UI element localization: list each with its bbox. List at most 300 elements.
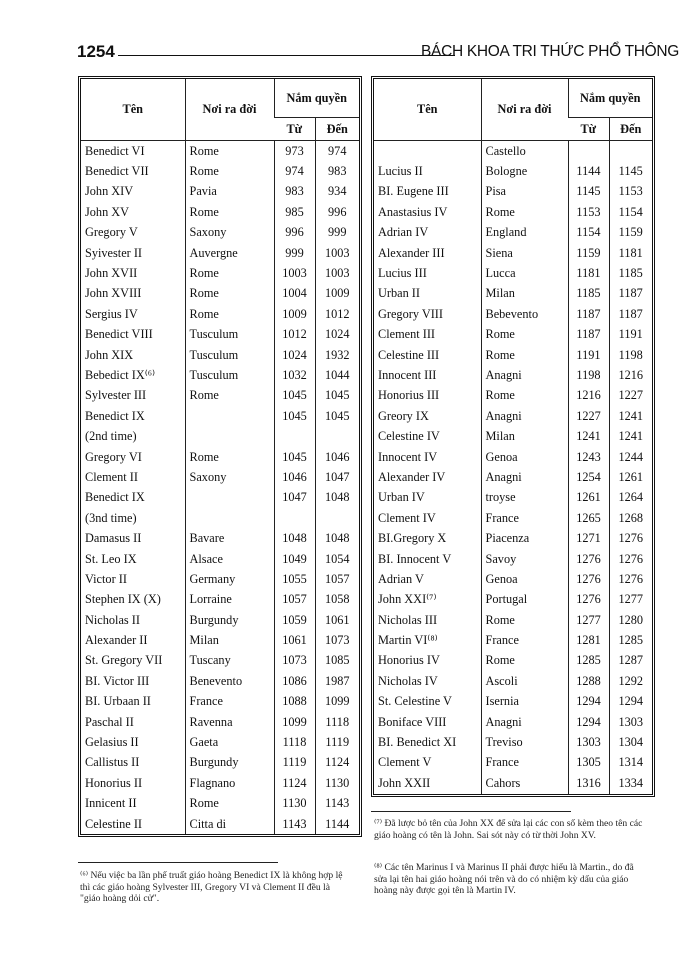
table-row xyxy=(81,284,359,304)
cell-to: 1187 xyxy=(609,284,652,304)
cell-name: Alexander II xyxy=(85,633,148,648)
cell-to: 1304 xyxy=(609,732,652,752)
cell-name: Urban II xyxy=(378,286,420,301)
cell-birthplace: Anagni xyxy=(481,406,568,426)
table-row xyxy=(374,182,652,202)
cell-to: 1159 xyxy=(609,223,652,243)
cell-to: 1244 xyxy=(609,447,652,467)
cell-name: Honorius III xyxy=(378,388,440,403)
table-row xyxy=(374,610,652,630)
cell-to: 1154 xyxy=(609,202,652,222)
cell-to: 1009 xyxy=(315,284,359,304)
cell-to: 1181 xyxy=(609,243,652,263)
cell-to: 1292 xyxy=(609,671,652,691)
cell-birthplace: Anagni xyxy=(481,365,568,385)
table-row xyxy=(81,141,359,162)
table-row xyxy=(374,528,652,548)
cell-name: John XVII xyxy=(85,266,138,281)
table-row xyxy=(374,325,652,345)
cell-from: 1099 xyxy=(274,712,315,732)
cell-to: 1061 xyxy=(315,610,359,630)
cell-to: 1294 xyxy=(609,692,652,712)
cell-name: Alexander IV xyxy=(378,469,446,484)
col-header-years: Nắm quyền xyxy=(274,79,359,118)
cell-from: 1276 xyxy=(568,549,609,569)
cell-name: Urban IV xyxy=(378,490,425,505)
table-row xyxy=(81,325,359,345)
cell-to: 1276 xyxy=(609,549,652,569)
cell-birthplace: Tusculum xyxy=(185,345,274,365)
cell-birthplace: Rome xyxy=(481,386,568,406)
cell-from: 1045 xyxy=(274,406,315,426)
cell-from: 1216 xyxy=(568,386,609,406)
cell-birthplace: Tusculum xyxy=(185,325,274,345)
cell-to: 1118 xyxy=(315,712,359,732)
cell-name: Adrian V xyxy=(378,571,424,586)
table-row xyxy=(81,692,359,712)
cell-to: 1047 xyxy=(315,467,359,487)
cell-to: 934 xyxy=(315,182,359,202)
cell-name: Celestine IV xyxy=(378,429,440,444)
cell-from: 1276 xyxy=(568,569,609,589)
cell-from: 1187 xyxy=(568,304,609,324)
cell-to: 1119 xyxy=(315,732,359,752)
cell-to: 1045 xyxy=(315,406,359,426)
cell-name: Victor II xyxy=(85,571,127,586)
cell-to: 1073 xyxy=(315,630,359,650)
table-row xyxy=(374,365,652,385)
cell-name: John XV xyxy=(85,204,130,219)
table-row xyxy=(81,528,359,548)
cell-name: Sergius IV xyxy=(85,306,138,321)
cell-from: 1227 xyxy=(568,406,609,426)
header-rule xyxy=(118,55,455,56)
cell-birthplace: Pavia xyxy=(185,182,274,202)
cell-birthplace: Tuscany xyxy=(185,651,274,671)
cell-to: 1241 xyxy=(609,406,652,426)
cell-birthplace: Ascoli xyxy=(481,671,568,691)
cell-name: Anastasius IV xyxy=(378,204,448,219)
table-row xyxy=(81,814,359,834)
cell-from: 1143 xyxy=(274,814,315,834)
cell-name: Clement IV xyxy=(378,510,436,525)
cell-to xyxy=(315,426,359,446)
cell-birthplace xyxy=(185,508,274,528)
cell-from: 1271 xyxy=(568,528,609,548)
table-row xyxy=(81,182,359,202)
table-row xyxy=(374,426,652,446)
cell-name: Clement II xyxy=(85,469,138,484)
cell-to: 983 xyxy=(315,161,359,181)
cell-name: BI.Gregory X xyxy=(378,531,447,546)
cell-from: 1305 xyxy=(568,753,609,773)
cell-to: 1261 xyxy=(609,467,652,487)
table-row xyxy=(374,508,652,528)
cell-to: 1085 xyxy=(315,651,359,671)
cell-birthplace: Bologne xyxy=(481,161,568,181)
cell-from: 1088 xyxy=(274,692,315,712)
cell-name: Benedict VI xyxy=(85,143,145,158)
cell-birthplace: Tusculum xyxy=(185,365,274,385)
cell-name: Alexander III xyxy=(378,245,445,260)
table-row xyxy=(374,692,652,712)
table-row xyxy=(374,202,652,222)
cell-from: 1059 xyxy=(274,610,315,630)
cell-from: 1181 xyxy=(568,263,609,283)
table-row xyxy=(81,732,359,752)
cell-birthplace: Bebevento xyxy=(481,304,568,324)
cell-from: 1073 xyxy=(274,651,315,671)
cell-birthplace: Benevento xyxy=(185,671,274,691)
cell-from: 1153 xyxy=(568,202,609,222)
table-row xyxy=(374,732,652,752)
cell-birthplace: Isernia xyxy=(481,692,568,712)
cell-from: 1004 xyxy=(274,284,315,304)
cell-from: 1243 xyxy=(568,447,609,467)
table-row xyxy=(374,447,652,467)
table-row xyxy=(81,508,359,528)
table-row xyxy=(81,569,359,589)
cell-to: 1987 xyxy=(315,671,359,691)
table-row xyxy=(374,161,652,181)
table-row xyxy=(374,284,652,304)
cell-birthplace: Flagnano xyxy=(185,773,274,793)
cell-to: 1277 xyxy=(609,590,652,610)
cell-to: 1003 xyxy=(315,263,359,283)
cell-name: Honorius IV xyxy=(378,653,440,668)
table-row xyxy=(374,304,652,324)
cell-from: 1281 xyxy=(568,630,609,650)
table-row xyxy=(374,569,652,589)
col-header-birthplace: Nơi ra đời xyxy=(481,79,568,141)
cell-to: 1143 xyxy=(315,794,359,814)
table-row xyxy=(81,467,359,487)
table-row xyxy=(81,263,359,283)
cell-name: Gregory VIII xyxy=(378,306,443,321)
cell-to: 1314 xyxy=(609,753,652,773)
cell-name: Stephen IX (X) xyxy=(85,592,161,607)
cell-name: BI. Innocent V xyxy=(378,551,452,566)
cell-to: 1334 xyxy=(609,773,652,793)
table-row xyxy=(81,630,359,650)
cell-birthplace: Rome xyxy=(185,202,274,222)
table-row xyxy=(81,304,359,324)
cell-birthplace xyxy=(185,406,274,426)
cell-from: 996 xyxy=(274,223,315,243)
cell-to: 1057 xyxy=(315,569,359,589)
cell-name: Benedict VII xyxy=(85,164,149,179)
cell-to: 1099 xyxy=(315,692,359,712)
cell-to: 1012 xyxy=(315,304,359,324)
col-header-from: Từ xyxy=(568,118,609,141)
page-number: 1254 xyxy=(77,42,115,61)
cell-birthplace: Rome xyxy=(185,141,274,162)
cell-from: 1046 xyxy=(274,467,315,487)
cell-to: 1003 xyxy=(315,243,359,263)
cell-birthplace: Milan xyxy=(185,630,274,650)
cell-name: John XVIII xyxy=(85,286,142,301)
cell-birthplace: Cahors xyxy=(481,773,568,793)
cell-birthplace: Burgundy xyxy=(185,610,274,630)
cell-to: 1287 xyxy=(609,651,652,671)
cell-from: 1049 xyxy=(274,549,315,569)
table-row xyxy=(374,488,652,508)
col-header-name: Tên xyxy=(81,79,185,141)
cell-birthplace: Burgundy xyxy=(185,753,274,773)
table-row xyxy=(81,161,359,181)
col-header-birthplace: Nơi ra đời xyxy=(185,79,274,141)
cell-name: St. Leo IX xyxy=(85,551,137,566)
cell-to: 1276 xyxy=(609,569,652,589)
footnote-rule xyxy=(78,862,278,863)
cell-name: Damasus II xyxy=(85,531,142,546)
cell-from: 1055 xyxy=(274,569,315,589)
table-row xyxy=(81,365,359,385)
cell-name: Bebedict IX⁽⁶⁾ xyxy=(85,367,156,382)
cell-from: 1045 xyxy=(274,447,315,467)
cell-from: 1048 xyxy=(274,528,315,548)
cell-from: 1288 xyxy=(568,671,609,691)
cell-to: 1285 xyxy=(609,630,652,650)
cell-birthplace: Lucca xyxy=(481,263,568,283)
table-row xyxy=(81,488,359,508)
cell-to: 1185 xyxy=(609,263,652,283)
cell-birthplace: Castello xyxy=(481,141,568,162)
cell-from: 1316 xyxy=(568,773,609,793)
cell-birthplace: Rome xyxy=(481,651,568,671)
cell-name: Sylvester III xyxy=(85,388,147,403)
cell-name: Gregory VI xyxy=(85,449,142,464)
cell-from: 1276 xyxy=(568,590,609,610)
cell-from: 1024 xyxy=(274,345,315,365)
cell-birthplace: France xyxy=(481,630,568,650)
table-row xyxy=(81,773,359,793)
cell-name: John XXII xyxy=(378,775,431,790)
cell-to: 1054 xyxy=(315,549,359,569)
cell-to: 1046 xyxy=(315,447,359,467)
cell-from: 1277 xyxy=(568,610,609,630)
col-header-name: Tên xyxy=(374,79,481,141)
cell-name: St. Celestine V xyxy=(378,694,452,709)
cell-birthplace: Saxony xyxy=(185,223,274,243)
cell-name: Clement III xyxy=(378,327,436,342)
footnote-rule xyxy=(371,811,571,812)
cell-name xyxy=(374,141,481,162)
cell-birthplace: Treviso xyxy=(481,732,568,752)
cell-to: 1264 xyxy=(609,488,652,508)
cell-name: BI. Urbaan II xyxy=(85,694,151,709)
table-row xyxy=(81,590,359,610)
cell-from: 1032 xyxy=(274,365,315,385)
cell-name: Innocent III xyxy=(378,367,437,382)
right-pope-table xyxy=(371,76,655,797)
cell-birthplace: Siena xyxy=(481,243,568,263)
cell-birthplace: Germany xyxy=(185,569,274,589)
cell-name: Honorius II xyxy=(85,775,143,790)
cell-to: 1276 xyxy=(609,528,652,548)
cell-from: 1047 xyxy=(274,488,315,508)
cell-name: Celestine II xyxy=(85,816,143,831)
cell-name: Adrian IV xyxy=(378,225,429,240)
cell-from: 1045 xyxy=(274,386,315,406)
cell-from: 1303 xyxy=(568,732,609,752)
left-pope-table xyxy=(78,76,362,837)
cell-from: 1012 xyxy=(274,325,315,345)
cell-from: 1294 xyxy=(568,712,609,732)
table-row xyxy=(81,549,359,569)
cell-from: 985 xyxy=(274,202,315,222)
cell-to: 974 xyxy=(315,141,359,162)
cell-to xyxy=(315,508,359,528)
cell-from: 974 xyxy=(274,161,315,181)
col-header-from: Từ xyxy=(274,118,315,141)
cell-name: Callistus II xyxy=(85,755,140,770)
cell-birthplace: Citta di xyxy=(185,814,274,834)
cell-birthplace: Auvergne xyxy=(185,243,274,263)
cell-birthplace: Portugal xyxy=(481,590,568,610)
cell-to: 1227 xyxy=(609,386,652,406)
cell-to: 1216 xyxy=(609,365,652,385)
cell-from: 1265 xyxy=(568,508,609,528)
footnote-8: ⁽⁸⁾ Các tên Marinus I và Marinus II phải được hiểu là Martin., do đã sửa lại tên hai giáo hoàng nói trên và do có nhiệm kỳ dấu của giáo hoàng này được gọi tên là Martin IV. xyxy=(374,862,634,896)
table-row xyxy=(374,141,652,162)
cell-to: 1198 xyxy=(609,345,652,365)
cell-from: 1130 xyxy=(274,794,315,814)
cell-name: Martin VI⁽⁸⁾ xyxy=(378,633,438,648)
cell-to: 1130 xyxy=(315,773,359,793)
cell-to: 996 xyxy=(315,202,359,222)
table-row xyxy=(81,610,359,630)
cell-name: Nicholas IV xyxy=(378,673,438,688)
table-row xyxy=(81,406,359,426)
cell-to: 999 xyxy=(315,223,359,243)
cell-from: 1198 xyxy=(568,365,609,385)
table-row xyxy=(81,671,359,691)
cell-from: 1254 xyxy=(568,467,609,487)
cell-name: Benedict VIII xyxy=(85,327,153,342)
table-row xyxy=(81,447,359,467)
cell-birthplace: Saxony xyxy=(185,467,274,487)
table-row xyxy=(374,467,652,487)
table-row xyxy=(81,243,359,263)
table-row xyxy=(81,651,359,671)
cell-name: Paschal II xyxy=(85,714,134,729)
cell-from: 1057 xyxy=(274,590,315,610)
cell-birthplace: Genoa xyxy=(481,447,568,467)
table-row xyxy=(374,406,652,426)
cell-to: 1187 xyxy=(609,304,652,324)
cell-to: 1303 xyxy=(609,712,652,732)
cell-name: Gregory V xyxy=(85,225,138,240)
cell-birthplace: Rome xyxy=(185,263,274,283)
cell-birthplace: Lorraine xyxy=(185,590,274,610)
cell-birthplace: Pisa xyxy=(481,182,568,202)
cell-birthplace: Piacenza xyxy=(481,528,568,548)
table-row xyxy=(374,773,652,793)
cell-from: 1285 xyxy=(568,651,609,671)
cell-from: 983 xyxy=(274,182,315,202)
table-row xyxy=(374,263,652,283)
cell-birthplace xyxy=(185,488,274,508)
cell-birthplace: Rome xyxy=(481,610,568,630)
book-title: BÁCH KHOA TRI THỨC PHỔ THÔNG xyxy=(421,43,680,60)
cell-to: 1058 xyxy=(315,590,359,610)
cell-from: 1145 xyxy=(568,182,609,202)
cell-name: Innocent IV xyxy=(378,449,438,464)
cell-birthplace: France xyxy=(481,508,568,528)
cell-from xyxy=(274,508,315,528)
cell-name: (3nd time) xyxy=(85,510,137,525)
cell-to: 1241 xyxy=(609,426,652,446)
table-row xyxy=(81,202,359,222)
table-row xyxy=(81,345,359,365)
table-row xyxy=(81,386,359,406)
cell-name: Benedict IX xyxy=(85,408,145,423)
cell-from: 1185 xyxy=(568,284,609,304)
cell-birthplace: Rome xyxy=(185,161,274,181)
cell-to: 1024 xyxy=(315,325,359,345)
cell-from: 1294 xyxy=(568,692,609,712)
cell-from: 1061 xyxy=(274,630,315,650)
cell-from: 973 xyxy=(274,141,315,162)
cell-from: 1144 xyxy=(568,161,609,181)
table-row xyxy=(374,651,652,671)
cell-birthplace: Rome xyxy=(481,202,568,222)
cell-birthplace: Gaeta xyxy=(185,732,274,752)
footnote-7: ⁽⁷⁾ Đã lược bỏ tên của John XX để sửa lại các con số kèm theo tên các giáo hoàng có tên là John. Sai sót này có từ thời John XV. xyxy=(374,818,643,841)
cell-to: 1191 xyxy=(609,325,652,345)
cell-name: Nicholas II xyxy=(85,612,140,627)
cell-from: 1124 xyxy=(274,773,315,793)
cell-from: 1241 xyxy=(568,426,609,446)
table-row xyxy=(374,243,652,263)
cell-name: Celestine III xyxy=(378,347,440,362)
cell-birthplace: Ravenna xyxy=(185,712,274,732)
cell-birthplace: Alsace xyxy=(185,549,274,569)
table-row xyxy=(81,426,359,446)
col-header-to: Đến xyxy=(609,118,652,141)
cell-from: 1003 xyxy=(274,263,315,283)
table-row xyxy=(374,345,652,365)
cell-name: BI. Eugene III xyxy=(378,184,449,199)
table-row xyxy=(81,712,359,732)
cell-name: John XIV xyxy=(85,184,134,199)
cell-birthplace: Bavare xyxy=(185,528,274,548)
cell-to: 1144 xyxy=(315,814,359,834)
cell-to: 1045 xyxy=(315,386,359,406)
cell-birthplace: troyse xyxy=(481,488,568,508)
cell-to: 1268 xyxy=(609,508,652,528)
cell-to: 1124 xyxy=(315,753,359,773)
cell-birthplace: France xyxy=(185,692,274,712)
cell-birthplace: Rome xyxy=(481,325,568,345)
cell-to xyxy=(609,141,652,162)
cell-from: 1009 xyxy=(274,304,315,324)
cell-to: 1044 xyxy=(315,365,359,385)
cell-from: 1159 xyxy=(568,243,609,263)
cell-from xyxy=(274,426,315,446)
cell-name: BI. Victor III xyxy=(85,673,150,688)
cell-from: 1118 xyxy=(274,732,315,752)
cell-name: Innicent II xyxy=(85,796,137,811)
cell-to: 1048 xyxy=(315,528,359,548)
cell-from: 1187 xyxy=(568,325,609,345)
cell-name: Syivester II xyxy=(85,245,143,260)
cell-from: 1191 xyxy=(568,345,609,365)
cell-birthplace: Genoa xyxy=(481,569,568,589)
footnote-6: ⁽⁶⁾ Nếu việc ba lần phế truất giáo hoàng Benedict IX là không hợp lệ thì các giáo hoàng Sylvester III, Gregory VI và Clement II đều là "giáo hoàng dỏi cử". xyxy=(80,870,343,904)
cell-birthplace: Milan xyxy=(481,284,568,304)
